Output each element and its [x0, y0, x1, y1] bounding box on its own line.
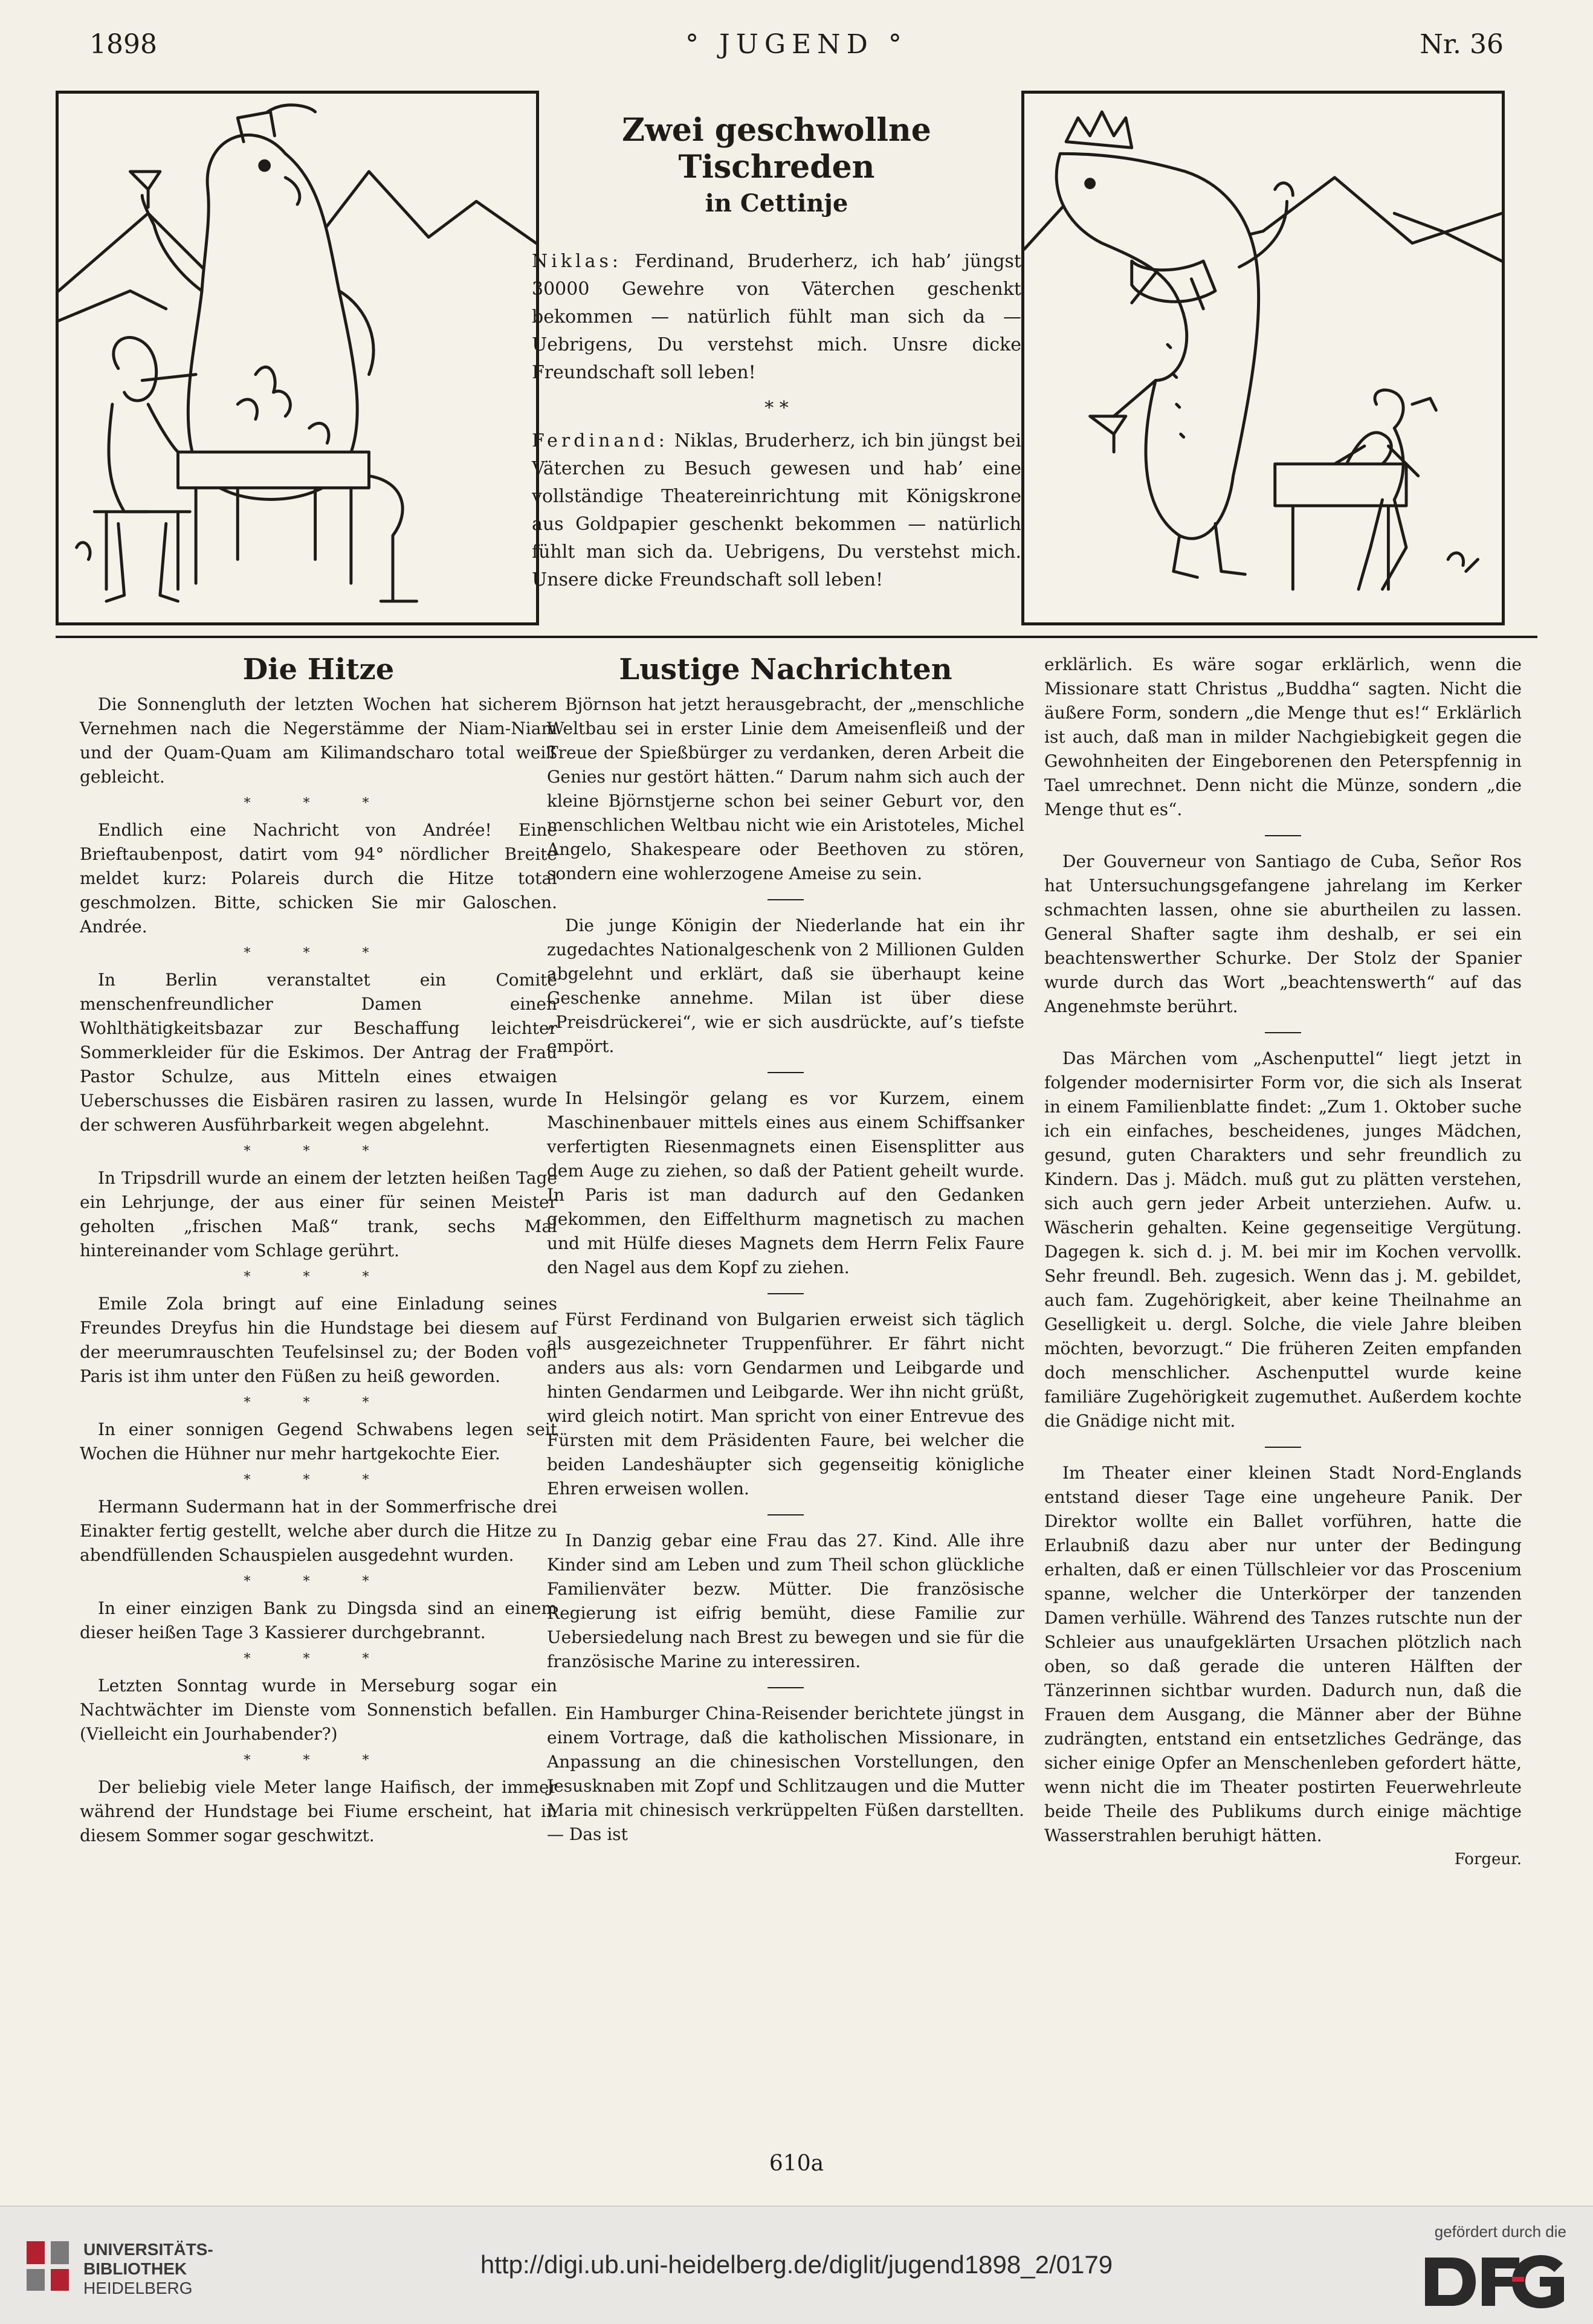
article: In einer sonnigen Gegend Schwabens legen seit Wochen die Hühner nur mehr hartgekochte Eier. — [80, 1419, 557, 1464]
article: Hermann Sudermann hat in der Sommerfrische drei Einakter fertig gestellt, welche aber durch die Hitze zu abendfüllenden Schauspielen ausgedehnt wurden. — [80, 1497, 557, 1565]
article: Der Gouverneur von Santiago de Cuba, Señor Ros hat Untersuchungsgefangene jahrelang im Kerker schmachten lassen, ohne sie aburtheilen zu lassen. General Shafter sagte ihm deshalb, er sei ein beachtenswerther Schurke. Der Stolz der Spanier wurde durch das Wort „beachtenswerth“ auf das Angenehmste berührt. — [1044, 851, 1522, 1016]
separator: * * * — [244, 1651, 393, 1667]
speech-ferdinand — [532, 427, 1021, 594]
article: Die Sonnengluth der letzten Wochen hat sicherem Vernehmen nach die Negerstämme der Niam-Niam und der Quam-Quam am Kilimandscharo total weiß gebleicht. — [80, 694, 557, 787]
dfg-logo-icon — [1421, 2253, 1566, 2311]
article: Björnson hat jetzt herausgebracht, der „menschliche Weltbau sei in erster Linie dem Ameisenfleiß und der Treue der Spießbürger zu verdanken, deren Arbeit die Genies nur gestört hätten.“ Darum nahm sich auch der kleine Björnstjerne schon bei seiner Geburt vor, den menschlichen Weltbau nicht wie ein Aristoteles, Michel Angelo, Shakespeare oder Beethoven zu stören, sondern eine wohlerzogene Ameise zu sein. — [547, 694, 1024, 883]
header-number: Nr. 36 — [1420, 29, 1504, 60]
speech-niklas — [532, 248, 1021, 387]
poem-block — [532, 112, 1021, 605]
article: Die junge Königin der Niederlande hat ein ihr zugedachtes Nationalgeschenk von 2 Millionen Gulden abgelehnt und erklärt, daß sie überhaupt keine Geschenke annehme. Milan ist über diese „Preisdrückerei“, wie er sich ausdrückte, auf’s tiefste empört. — [547, 915, 1024, 1056]
separator: * * * — [244, 796, 393, 811]
library-line-2: BIBLIOTHEK — [83, 2259, 187, 2278]
digitization-footer — [0, 2206, 1593, 2324]
article: In einer einzigen Bank zu Dingsda sind an einem dieser heißen Tage 3 Kassierer durchgebrannt. — [80, 1598, 557, 1642]
separator: * * * — [244, 1574, 393, 1589]
divider — [767, 1687, 804, 1688]
column-continued — [1044, 653, 1522, 1868]
speaker-niklas: Niklas: — [532, 251, 622, 272]
illustration-right — [1021, 91, 1505, 625]
column-die-hitze — [80, 653, 557, 1848]
divider — [767, 1072, 804, 1073]
article: Fürst Ferdinand von Bulgarien erweist sich täglich als ausgezeichneter Truppenführer. Er fährt nicht anders aus als: vorn Gendarmen und Leibgarde und hinten Gendarmen und Leibgarde. Wer ihn nicht grüßt, wird gleich notirt. Man spricht von einer Entrevue des Fürsten mit dem Präsidenten Faure, bei welcher die beiden Landeshäupter sich gegenseitig königliche Ehren erweisen wollen. — [547, 1309, 1024, 1499]
speaker-ferdinand: Ferdinand: — [532, 430, 668, 451]
article: Endlich eine Nachricht von Andrée! Eine Brieftaubenpost, datirt vom 94° nördlicher Breite meldet kurz: Polareis durch die Hitze total geschmolzen. Bitte, schicken Sie mir Galoschen. Andrée. — [80, 820, 557, 937]
article: Im Theater einer kleinen Stadt Nord-Englands entstand dieser Tage eine ungeheure Panik. Der Direktor wollte ein Ballet vorführen, hatte die Erlaubniß dazu aber nur unter der Bedingung erhalten, daß er einen Tüllschleier vor das Proscenium spanne, welcher die Unterkörper der tanzenden Damen verhülle. Während des Tanzes rutschte nun der Schleier aus unaufgeklärten Ursachen plötzlich nach oben, so daß gerade die unteren Hälften der Tänzerinnen sichtbar wurden. Dadurch nun, daß die Frauen dem Ausgang, die Männer aber der Bühne zudrängten, entstand ein entsetzliches Gedränge, das sicher einige Opfer an Menschenleben gefordert hätte, wenn nicht die im Theater postirten Feuerwehrleute beide Theile des Publikums durch einige mächtige Wasserstrahlen beruhigt hätten. — [1044, 1463, 1522, 1845]
page-number: 610a — [769, 2151, 824, 2176]
divider — [1265, 1032, 1301, 1033]
article: Ein Hamburger China-Reisender berichtete jüngst in einem Vortrage, daß die katholischen Missionare, in Anpassung an die chinesischen Vorstellungen, den Jesusknaben mit Zopf und Schlitzaugen und die Mutter Maria mit chinesisch verkrüppelten Füßen darstellten. — Das ist — [547, 1703, 1024, 1844]
separator: * * * — [244, 1753, 393, 1768]
poem-title: Zwei geschwollne Tischreden — [622, 112, 931, 186]
article: In Danzig gebar eine Frau das 27. Kind. Alle ihre Kinder sind am Leben und zum Theil schon glückliche Familienväter bezw. Mütter. Die französische Regierung ist eifrig bemüht, diese Familie zur Uebersiedelung nach Brest zu bewegen und sie für die französische Marine zu interessiren. — [547, 1531, 1024, 1671]
article: erklärlich. Es wäre sogar erklärlich, wenn die Missionare statt Christus „Buddha“ sagten. Nicht die äußere Form, sondern „die Menge thut es!“ Erklärlich ist auch, daß man in milder Nachgiebigkeit gegen die Gewohnheiten der Eingeborenen den Peterspfennig in Tael umrechnet. Denn nicht die Münze, sondern „die Menge thut es“. — [1044, 654, 1522, 819]
column-2-title: Lustige Nachrichten — [619, 653, 952, 686]
author-signature: Forgeur. — [1454, 1850, 1522, 1868]
article: Das Märchen vom „Aschenputtel“ liegt jetzt in folgender modernisirter Form vor, die sich als Inserat in einem Familienblatte findet: „Zum 1. Oktober suche ich ein einfaches, bescheidenes, junges Mädchen, gesund, guten Charakters und sehr freundlich zu Kindern. Das j. Mädch. muß gut zu plätten verstehen, sich auch gern jeder Arbeit unterziehen. Aufw. u. Wäscherin gehalten. Keine gegenseitige Vergütung. Dagegen k. sich d. j. M. bei mir im Kochen vervollk. Sehr freundl. Beh. zugesich. Wenn das j. M. gebildet, auch fam. Zugehörigkeit, aber keine Theilnahme an Geselligkeit u. dergl. Solche, die viele Jahre bleiben möchten, bevorzugt.“ Die früheren Zeiten empfanden doch menschlicher. Aschenputtel wurde keine familiäre Zugehörigkeit zugemuthet. Außerdem kochte die Gnädige nicht mit. — [1044, 1048, 1522, 1431]
caricature-ferdinand — [1024, 94, 1502, 622]
horizontal-rule — [56, 636, 1537, 638]
column-lustige-nachrichten — [547, 653, 1024, 1847]
separator: * * * — [244, 1395, 393, 1410]
article: Der beliebig viele Meter lange Haifisch, der immer während der Hundstage bei Fiume erscheint, hat in diesem Sommer sogar geschwitzt. — [80, 1777, 557, 1845]
article: In Berlin veranstaltet ein Comité menschenfreundlicher Damen einen Wohlthätigkeitsbazar zur Beschaffung leichter Sommerkleider für die Eskimos. Der Antrag der Frau Pastor Schulze, aus Mitteln eines etwaigen Ueberschusses die Eisbären rasiren zu lassen, wurde der schweren Ausführbarkeit wegen abgelehnt. — [80, 970, 557, 1135]
article: Letzten Sonntag wurde in Merseburg sogar ein Nachtwächter im Dienste vom Sonnenstich befallen. (Vielleicht ein Jourhabender?) — [80, 1676, 557, 1744]
separator: * * * — [244, 1144, 393, 1159]
caricature-niklas — [59, 94, 536, 622]
library-line-1: UNIVERSITÄTS- — [83, 2240, 213, 2259]
poem-separator: * * — [764, 398, 789, 419]
column-1-title: Die Hitze — [242, 653, 395, 686]
article: In Tripsdrill wurde an einem der letzten heißen Tage ein Lehrjunge, der aus einer für seinen Meister geholten „frischen Maß“ trank, sechs Mal hintereinander vom Schlage gerührt. — [80, 1168, 557, 1260]
divider — [767, 899, 804, 900]
separator: * * * — [244, 1473, 393, 1488]
running-header — [89, 29, 1504, 65]
divider — [1265, 1447, 1301, 1448]
permalink-url[interactable]: http://digi.ub.uni-heidelberg.de/diglit/jugend1898_2/0179 — [480, 2250, 1113, 2279]
poem-subtitle: in Cettinje — [705, 189, 848, 218]
article: Emile Zola bringt auf eine Einladung seines Freundes Dreyfus hin die Hundstage bei diesem auf der meerumrauschten Teufelsinsel zu; der Boden von Paris ist ihm unter den Füßen zu heiß geworden. — [80, 1294, 557, 1386]
header-year: 1898 — [89, 29, 157, 60]
funded-by-label: gefördert durch die — [1434, 2222, 1566, 2241]
article: In Helsingör gelang es vor Kurzem, einem Maschinenbauer mittels eines aus einem Schiffsanker verfertigten Riesenmagnets einen Eisensplitter aus dem Auge zu ziehen, so daß der Patient geheilt wurde. In Paris ist man dadurch auf den Gedanken gekommen, den Eiffelthurm magnetisch zu machen und mit Hülfe dieses Magnets dem Herrn Felix Faure den Nagel aus dem Kopf zu ziehen. — [547, 1088, 1024, 1277]
divider — [767, 1514, 804, 1515]
separator: * * * — [244, 1270, 393, 1285]
library-line-3: HEIDELBERG — [83, 2279, 193, 2297]
divider — [767, 1293, 804, 1294]
divider — [1265, 835, 1301, 836]
illustration-left — [56, 91, 539, 625]
dfg-funding[interactable] — [1385, 2222, 1566, 2313]
speech-niklas-text: Ferdinand, Bruderherz, ich hab’ jüngst 30000 Gewehre von Väterchen geschenkt bekommen — natürlich fühlt man sich da — Uebrigens, Du verstehst mich. Unsre dicke Freundschaft soll leben! — [532, 251, 1021, 383]
header-title: ° JUGEND ° — [685, 29, 908, 60]
separator: * * * — [244, 946, 393, 961]
speech-ferdinand-text: Niklas, Bruderherz, ich bin jüngst bei Väterchen zu Besuch gewesen und hab’ eine vollständige Theatereinrichtung mit Königskrone aus Goldpapier geschenkt bekommen — natürlich fühlt man sich da. Uebrigens, Du verstehst mich. Unsere dicke Freundschaft soll leben! — [532, 430, 1021, 590]
